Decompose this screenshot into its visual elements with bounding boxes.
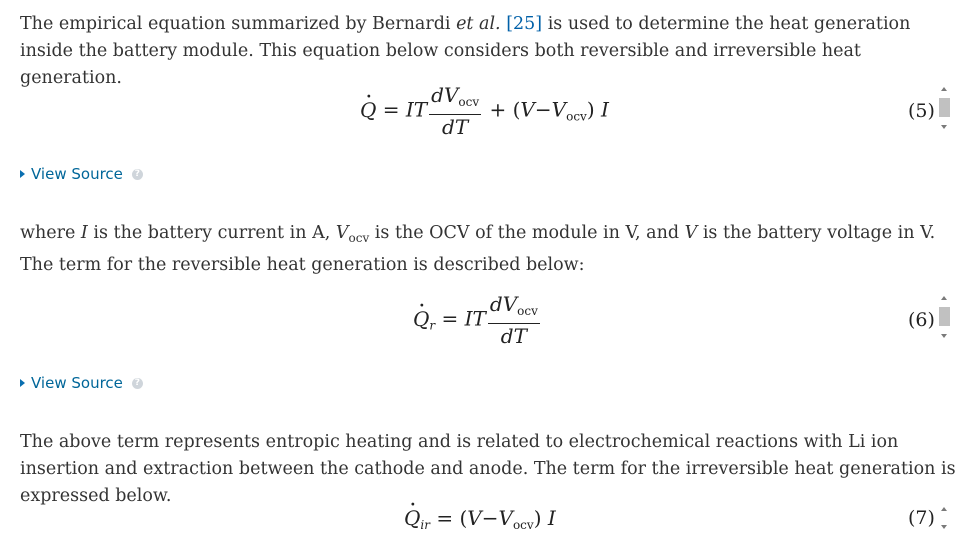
paragraph-3: The above term represents entropic heating and is related to electrochemical reactions with Li ion insertion and extraction between the cathode and anode. The term for the irreversible heat generation is expressed below. <box>20 432 956 506</box>
scroll-up-arrow-icon[interactable] <box>941 87 947 91</box>
citation-link-25[interactable]: [25] <box>506 14 543 34</box>
scroll-down-arrow-icon[interactable] <box>941 525 947 529</box>
var-v: V <box>684 223 698 243</box>
triangle-right-icon <box>20 379 25 387</box>
denominator: dT <box>442 115 469 139</box>
numerator: dV <box>489 292 518 316</box>
i-var: I <box>547 506 556 530</box>
para2-text-2: is the battery current in A, <box>87 223 336 243</box>
view-source-toggle-2[interactable] <box>20 374 143 392</box>
q-dot: · Q <box>413 307 429 331</box>
equals-sign: = <box>436 506 454 530</box>
equation-6-scrollbar[interactable] <box>939 295 950 339</box>
triangle-right-icon <box>20 170 25 178</box>
question-circle-icon[interactable]: ? <box>132 169 143 180</box>
minus-sign: − <box>534 97 552 122</box>
fraction-dvocv-dt <box>429 84 481 138</box>
minus-sign: − <box>481 506 499 530</box>
vocv-var: V <box>498 506 513 530</box>
scroll-thumb[interactable] <box>939 98 950 117</box>
var-v-ocv: V <box>335 223 349 243</box>
equation-number-6: (6) <box>908 309 935 331</box>
numerator-sub: ocv <box>458 95 480 109</box>
paragraph-2 <box>20 220 960 279</box>
var-i: I <box>80 223 88 243</box>
var-v-ocv-sub: ocv <box>348 231 370 245</box>
para2-text-1: where <box>20 223 81 243</box>
et-al: et al. <box>456 14 501 34</box>
equals-sign: = <box>441 306 459 331</box>
view-source-label[interactable]: View Source <box>31 165 123 183</box>
equation-5 <box>360 84 609 138</box>
scroll-down-arrow-icon[interactable] <box>941 334 947 338</box>
scroll-up-arrow-icon[interactable] <box>941 507 947 511</box>
para2-text-3: is the OCV of the module in V, and <box>369 223 685 243</box>
numerator: dV <box>431 83 459 107</box>
equation-7 <box>404 506 556 532</box>
equation-number-5: (5) <box>908 100 935 122</box>
para1-text-rest: is used to determine the heat generation inside the battery module. This equation below considers both reversible and irreversible heat generation. <box>20 14 911 88</box>
q-sub: r <box>429 318 436 333</box>
fraction-dvocv-dt <box>488 293 540 347</box>
it-term: IT <box>405 97 428 122</box>
para2-text-4: is the battery voltage in V. The term for the reversible heat generation is described below: <box>20 223 936 275</box>
plus-sign: + <box>489 97 507 122</box>
q-dot: · Q <box>404 506 420 530</box>
it-term: IT <box>464 306 486 331</box>
vocv-var: V <box>551 97 567 122</box>
view-source-label[interactable]: View Source <box>31 374 123 392</box>
i-var: I <box>601 97 609 122</box>
rparen: ) <box>533 506 542 530</box>
vocv-sub: ocv <box>512 518 534 532</box>
para1-text: The empirical equation summarized by Bernardi <box>20 14 457 34</box>
q-sub: ir <box>420 518 430 532</box>
scroll-down-arrow-icon[interactable] <box>941 125 947 129</box>
lparen: ( <box>459 506 468 530</box>
q-dot: · Q <box>360 98 376 122</box>
view-source-toggle-1[interactable] <box>20 165 143 183</box>
equals-sign: = <box>382 97 400 122</box>
equation-6 <box>413 293 542 347</box>
numerator-sub: ocv <box>517 304 538 318</box>
question-circle-icon[interactable]: ? <box>132 378 143 389</box>
paragraph-1 <box>20 11 960 92</box>
scroll-up-arrow-icon[interactable] <box>941 296 947 300</box>
v-var: V <box>520 97 535 122</box>
lparen: ( <box>512 97 521 122</box>
rparen: ) <box>586 97 595 122</box>
v-var: V <box>467 506 482 530</box>
scroll-thumb[interactable] <box>939 307 950 326</box>
denominator: dT <box>500 324 527 348</box>
equation-5-scrollbar[interactable] <box>939 86 950 130</box>
vocv-sub: ocv <box>566 109 587 124</box>
equation-number-7: (7) <box>908 507 935 529</box>
equation-7-scrollbar[interactable] <box>939 506 950 530</box>
